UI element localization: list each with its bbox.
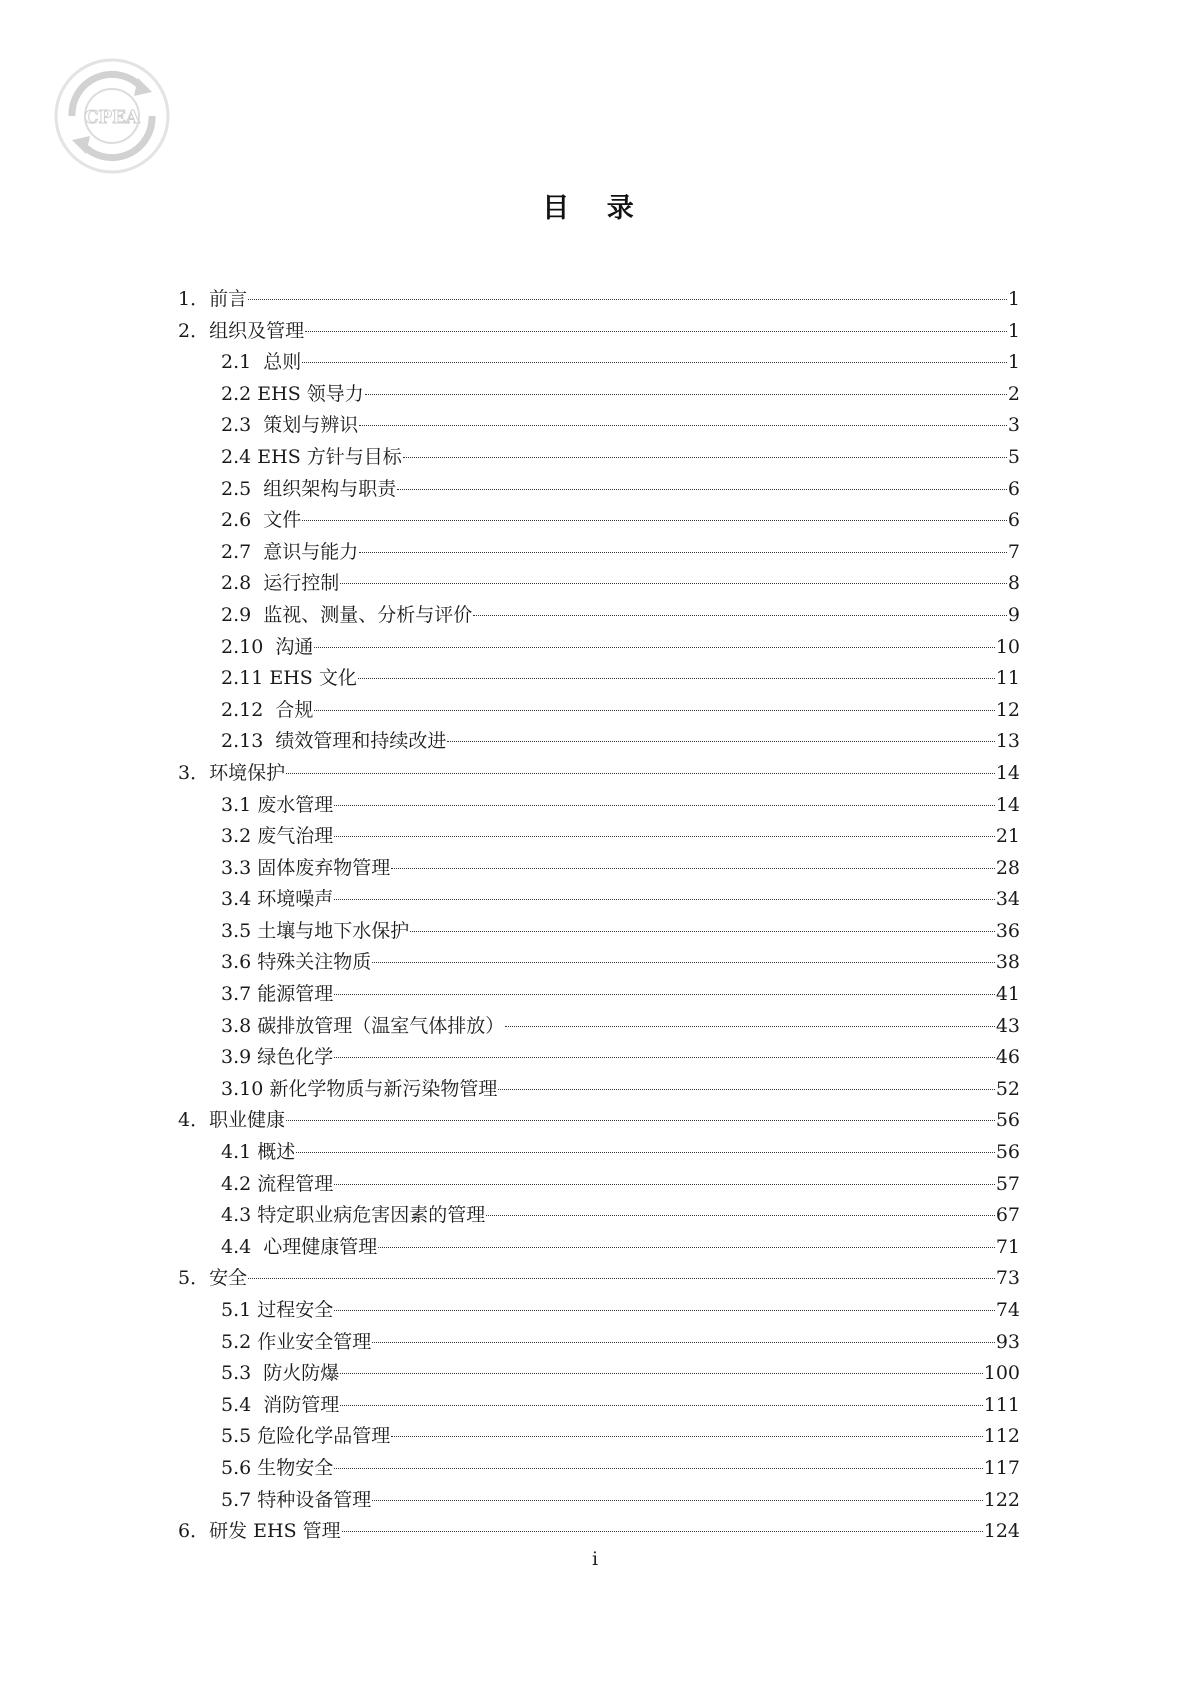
toc-entry-label: 4.4 心理健康管理 — [221, 1235, 378, 1258]
toc-dot-leader — [305, 331, 1007, 332]
toc-dot-leader — [391, 1436, 982, 1437]
toc-entry-page: 1 — [1007, 319, 1020, 342]
toc-entry-label: 2.5 组织架构与职责 — [221, 477, 397, 500]
page-title: 目 录 — [542, 193, 648, 224]
page-number: i — [591, 1548, 599, 1570]
toc-entry-page: 2 — [1007, 382, 1020, 405]
toc-entry[interactable] — [178, 1295, 1020, 1327]
toc-dot-leader — [397, 489, 1007, 490]
toc-dot-leader — [334, 1310, 995, 1311]
toc-entry-label: 2.6 文件 — [221, 509, 302, 532]
toc-entry[interactable] — [178, 505, 1020, 537]
toc-dot-leader — [486, 1215, 995, 1216]
toc-entry-page: 34 — [995, 888, 1020, 911]
toc-entry[interactable] — [178, 1137, 1020, 1169]
toc-entry[interactable] — [178, 916, 1020, 948]
toc-dot-leader — [334, 994, 995, 995]
toc-entry-label: 2.3 策划与辨识 — [221, 414, 359, 437]
toc-entry-page: 71 — [995, 1235, 1020, 1258]
toc-entry[interactable] — [178, 726, 1020, 758]
toc-entry[interactable] — [178, 600, 1020, 632]
toc-entry[interactable] — [178, 1358, 1020, 1390]
toc-entry-label: 3.6 特殊关注物质 — [221, 951, 372, 974]
toc-entry-page: 6 — [1007, 509, 1020, 532]
toc-entry[interactable] — [178, 947, 1020, 979]
toc-dot-leader — [334, 836, 995, 837]
toc-entry-label: 3.9 绿色化学 — [221, 1046, 334, 1069]
toc-entry[interactable] — [178, 568, 1020, 600]
logo-text: CPEA — [84, 107, 140, 128]
toc-entry[interactable] — [178, 695, 1020, 727]
toc-entry-label: 4.2 流程管理 — [221, 1172, 334, 1195]
table-of-contents — [178, 284, 1020, 1548]
toc-dot-leader — [334, 1057, 995, 1058]
toc-entry-page: 9 — [1007, 603, 1020, 626]
toc-entry-page: 14 — [995, 793, 1020, 816]
toc-entry[interactable] — [178, 853, 1020, 885]
toc-entry-page: 12 — [995, 698, 1020, 721]
toc-entry[interactable] — [178, 663, 1020, 695]
toc-entry-page: 100 — [983, 1362, 1020, 1385]
toc-entry-label: 3.7 能源管理 — [221, 983, 334, 1006]
toc-dot-leader — [334, 805, 995, 806]
toc-entry-label: 5.1 过程安全 — [221, 1299, 334, 1321]
toc-entry-label: 2.13 绩效管理和持续改进 — [221, 730, 447, 753]
toc-entry-label: 5．安全 — [178, 1267, 248, 1290]
toc-entry[interactable] — [178, 284, 1020, 316]
toc-dot-leader — [302, 362, 1007, 363]
toc-dot-leader — [334, 1468, 982, 1469]
toc-entry[interactable] — [178, 1169, 1020, 1201]
toc-entry-label: 2.12 合规 — [221, 698, 314, 721]
toc-entry-page: 46 — [995, 1046, 1020, 1069]
toc-entry[interactable] — [178, 790, 1020, 822]
toc-entry[interactable] — [178, 410, 1020, 442]
toc-dot-leader — [314, 647, 994, 648]
toc-entry-label: 2.7 意识与能力 — [221, 540, 359, 563]
toc-entry[interactable] — [178, 1232, 1020, 1264]
toc-entry[interactable] — [178, 442, 1020, 474]
toc-entry-page: 11 — [995, 667, 1020, 690]
toc-entry-page: 117 — [983, 1456, 1020, 1479]
toc-dot-leader — [505, 1026, 995, 1027]
toc-entry-label: 2.4 EHS 方针与目标 — [221, 445, 402, 468]
toc-entry-label: 5.5 危险化学品管理 — [221, 1425, 391, 1448]
toc-dot-leader — [498, 1089, 994, 1090]
toc-entry[interactable] — [178, 1327, 1020, 1359]
toc-entry-label: 3.2 废气治理 — [221, 825, 334, 848]
toc-entry-page: 7 — [1007, 540, 1020, 563]
toc-entry[interactable] — [178, 347, 1020, 379]
cpea-logo — [52, 56, 172, 176]
toc-dot-leader — [447, 741, 994, 742]
toc-dot-leader — [372, 962, 995, 963]
toc-entry-label: 5.2 作业安全管理 — [221, 1330, 372, 1353]
toc-entry[interactable] — [178, 821, 1020, 853]
toc-entry-label: 3．环境保护 — [178, 761, 286, 784]
toc-entry-page: 5 — [1007, 445, 1020, 468]
toc-entry-page: 122 — [983, 1488, 1020, 1511]
toc-entry-label: 3.8 碳排放管理（温室气体排放） — [221, 1014, 505, 1037]
toc-entry-label: 3.1 废水管理 — [221, 793, 334, 816]
toc-entry-label: 5.6 生物安全 — [221, 1456, 334, 1479]
toc-entry[interactable] — [178, 1042, 1020, 1074]
toc-entry-page: 21 — [995, 825, 1020, 848]
toc-entry-label: 4．职业健康 — [178, 1109, 286, 1132]
toc-entry-label: 3.10 新化学物质与新污染物管理 — [221, 1077, 498, 1100]
toc-entry-label: 6．研发 EHS 管理 — [178, 1520, 341, 1543]
toc-entry-page: 38 — [995, 951, 1020, 974]
toc-dot-leader — [403, 457, 1007, 458]
toc-dot-leader — [378, 1247, 995, 1248]
toc-entry[interactable] — [178, 1485, 1020, 1517]
toc-entry[interactable] — [178, 1011, 1020, 1043]
toc-dot-leader — [359, 425, 1007, 426]
toc-entry[interactable] — [178, 537, 1020, 569]
toc-entry-page: 14 — [995, 761, 1020, 784]
toc-entry[interactable] — [178, 632, 1020, 664]
toc-dot-leader — [340, 1405, 982, 1406]
toc-dot-leader — [296, 1152, 995, 1153]
toc-entry-label: 2.8 运行控制 — [221, 572, 340, 595]
toc-entry[interactable] — [178, 1421, 1020, 1453]
toc-entry-page: 56 — [995, 1141, 1020, 1164]
toc-entry[interactable] — [178, 758, 1020, 790]
toc-dot-leader — [286, 773, 995, 774]
toc-entry-page: 67 — [995, 1204, 1020, 1227]
toc-entry-label: 3.3 固体废弃物管理 — [221, 856, 391, 879]
toc-entry-label: 3.5 土壤与地下水保护 — [221, 919, 410, 942]
toc-entry-page: 43 — [995, 1014, 1020, 1037]
toc-entry[interactable] — [178, 1516, 1020, 1548]
toc-entry-page: 41 — [995, 983, 1020, 1006]
toc-entry-page: 124 — [983, 1520, 1020, 1543]
toc-entry-page: 73 — [995, 1267, 1020, 1290]
toc-dot-leader — [248, 299, 1007, 300]
toc-entry[interactable] — [178, 474, 1020, 506]
toc-entry[interactable] — [178, 979, 1020, 1011]
toc-entry-page: 74 — [995, 1299, 1020, 1321]
toc-entry-page: 56 — [995, 1109, 1020, 1132]
toc-entry[interactable] — [178, 316, 1020, 348]
toc-dot-leader — [248, 1278, 995, 1279]
toc-entry-label: 1．前言 — [178, 288, 248, 310]
toc-entry-page: 28 — [995, 856, 1020, 879]
toc-entry-label: 2.2 EHS 领导力 — [221, 382, 364, 405]
toc-dot-leader — [410, 931, 995, 932]
toc-dot-leader — [365, 394, 1007, 395]
toc-entry-page: 93 — [995, 1330, 1020, 1353]
toc-entry-page: 57 — [995, 1172, 1020, 1195]
toc-dot-leader — [340, 1373, 982, 1374]
toc-dot-leader — [314, 710, 994, 711]
toc-entry-label: 2.10 沟通 — [221, 635, 314, 658]
toc-entry[interactable] — [178, 1074, 1020, 1106]
toc-entry-page: 10 — [995, 635, 1020, 658]
toc-dot-leader — [302, 520, 1007, 521]
toc-dot-leader — [473, 615, 1007, 616]
toc-entry-label: 2.9 监视、测量、分析与评价 — [221, 603, 473, 626]
toc-dot-leader — [334, 1184, 995, 1185]
toc-entry-page: 13 — [995, 730, 1020, 753]
toc-entry-label: 4.1 概述 — [221, 1141, 296, 1164]
toc-entry-label: 5.3 防火防爆 — [221, 1362, 340, 1385]
toc-entry-page: 36 — [995, 919, 1020, 942]
toc-entry[interactable] — [178, 1390, 1020, 1422]
toc-dot-leader — [372, 1500, 982, 1501]
toc-dot-leader — [334, 899, 995, 900]
toc-dot-leader — [372, 1342, 995, 1343]
toc-entry-label: 4.3 特定职业病危害因素的管理 — [221, 1204, 486, 1227]
toc-entry[interactable] — [178, 1263, 1020, 1295]
toc-entry[interactable] — [178, 379, 1020, 411]
toc-entry[interactable] — [178, 1453, 1020, 1485]
toc-entry-page: 52 — [995, 1077, 1020, 1100]
toc-entry-page: 1 — [1007, 351, 1020, 374]
toc-entry[interactable] — [178, 1105, 1020, 1137]
toc-dot-leader — [359, 552, 1007, 553]
toc-entry-page: 111 — [983, 1393, 1020, 1416]
toc-entry-label: 3.4 环境噪声 — [221, 888, 334, 911]
toc-dot-leader — [358, 678, 995, 679]
toc-entry[interactable] — [178, 884, 1020, 916]
toc-entry-page: 112 — [983, 1425, 1020, 1448]
toc-entry[interactable] — [178, 1200, 1020, 1232]
toc-entry-label: 2.1 总则 — [221, 351, 302, 374]
toc-dot-leader — [342, 1531, 983, 1532]
toc-entry-page: 3 — [1007, 414, 1020, 437]
toc-entry-label: 5.7 特种设备管理 — [221, 1488, 372, 1511]
toc-entry-page: 1 — [1007, 288, 1020, 310]
toc-entry-label: 2．组织及管理 — [178, 319, 305, 342]
toc-dot-leader — [391, 868, 995, 869]
toc-entry-label: 2.11 EHS 文化 — [221, 667, 357, 690]
toc-entry-label: 5.4 消防管理 — [221, 1393, 340, 1416]
toc-entry-page: 6 — [1007, 477, 1020, 500]
toc-entry-page: 8 — [1007, 572, 1020, 595]
toc-dot-leader — [340, 583, 1007, 584]
toc-dot-leader — [286, 1120, 995, 1121]
